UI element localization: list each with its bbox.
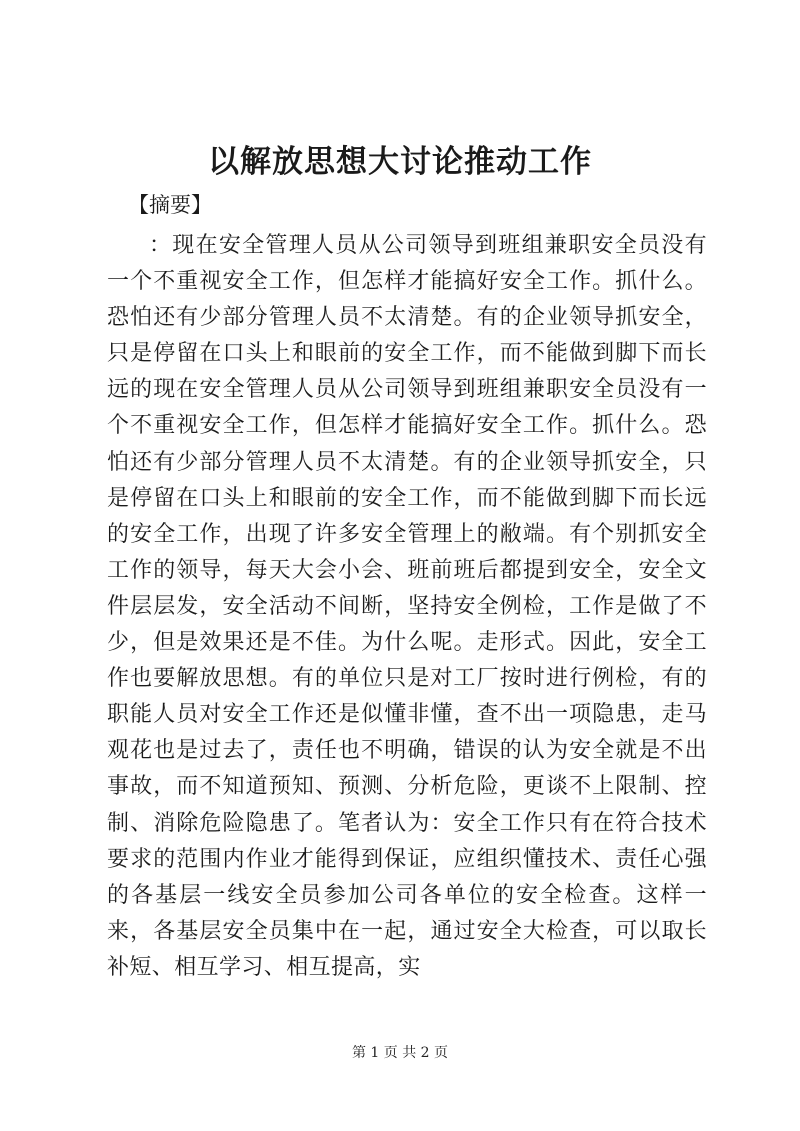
abstract-label: 【摘要】 (128, 193, 212, 217)
body-paragraph: ：现在安全管理人员从公司领导到班组兼职安全员没有一个不重视安全工作，但怎样才能搞好安全工作。抓什么。恐怕还有少部分管理人员不太清楚。有的企业领导抓安全，只是停留在口头上和眼前的安全工作，而不能做到脚下而长远的现在安全管理人员从公司领导到班组兼职安全员没有一个不重视安全工作，但怎样才能搞好安全工作。抓什么。恐怕还有少部分管理人员不太清楚。有的企业领导抓安全，只是停留在口头上和眼前的安全工作，而不能做到脚下而长远的安全工作，出现了许多安全管理上的敝端。有个别抓安全工作的领导，每天大会小会、班前班后都提到安全，安全文件层层发，安全活动不间断，坚持安全例检，工作是做了不少，但是效果还是不佳。为什么呢。走形式。因此，安全工作也要解放思想。有的单位只是对工厂按时进行例检，有的职能人员对安全工作还是似懂非懂，查不出一项隐患，走马观花也是过去了，责任也不明确，错误的认为安全就是不出事故，而不知道预知、预测、分析危险，更谈不上限制、控制、消除危险隐患了。笔者认为：安全工作只有在符合技术要求的范围内作业才能得到保证，应组织懂技术、责任心强的各基层一线安全员参加公司各单位的安全检查。这样一来，各基层安全员集中在一起，通过安全大检查，可以取长补短、相互学习、相互提高，实 (107, 233, 707, 980)
page-footer: 第 1 页 共 2 页 (351, 1045, 449, 1061)
document-title: 以解放思想大讨论推动工作 (208, 144, 592, 180)
